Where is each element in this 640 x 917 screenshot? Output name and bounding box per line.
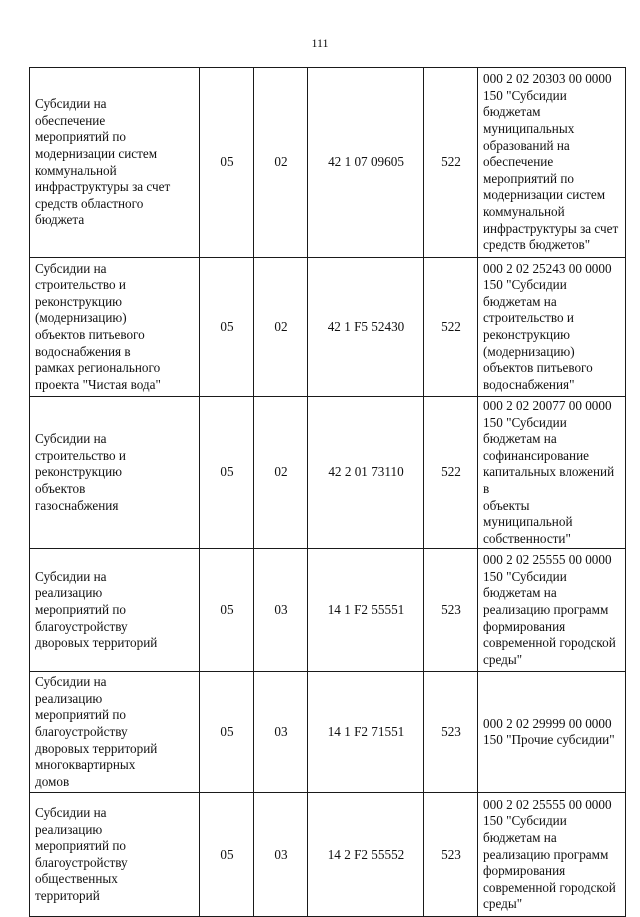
income-code-cell: [478, 549, 626, 672]
subsection-code: 03: [254, 672, 308, 793]
subsidy-name: Субсидии на реализацию мероприятий по благоустройству дворовых территорий многоквартирных домов: [35, 674, 158, 789]
table-row: [30, 793, 626, 917]
table-row: [30, 672, 626, 793]
income-code-description: 000 2 02 20303 00 0000 150 "Субсидии бюджетам муниципальных образований на обеспечение мероприятий по модернизации систем коммунальной инфраструктуры за счет средств бюджетов": [483, 71, 619, 253]
subsidy-name-cell: [30, 549, 200, 672]
subsidy-name-cell: [30, 258, 200, 397]
expense-type-code: 523: [424, 549, 478, 672]
expense-type-code: 523: [424, 793, 478, 917]
income-code-description: 000 2 02 20077 00 0000 150 "Субсидии бюджетам на софинансирование капитальных вложений в объекты муниципальной собственности": [483, 398, 615, 546]
target-article-code: 42 2 01 73110: [308, 397, 424, 549]
subsection-code: 02: [254, 397, 308, 549]
subsection-code: 02: [254, 258, 308, 397]
income-code-cell: [478, 793, 626, 917]
subsidy-name-cell: [30, 397, 200, 549]
target-article-code: 42 1 F5 52430: [308, 258, 424, 397]
table-row: [30, 397, 626, 549]
income-code-cell: [478, 68, 626, 258]
expense-type-code: 523: [424, 672, 478, 793]
section-code: 05: [200, 68, 254, 258]
income-code-cell: [478, 258, 626, 397]
section-code: 05: [200, 258, 254, 397]
subsection-code: 03: [254, 793, 308, 917]
target-article-code: 14 1 F2 71551: [308, 672, 424, 793]
subsidy-name: Субсидии на обеспечение мероприятий по модернизации систем коммунальной инфраструктуры за счет средств областного бюджета: [35, 96, 171, 228]
section-code: 05: [200, 672, 254, 793]
table-row: [30, 68, 626, 258]
subsidy-name: Субсидии на строительство и реконструкцию объектов газоснабжения: [35, 431, 126, 513]
page-number: 111: [311, 36, 329, 50]
subsidy-name: Субсидии на реализацию мероприятий по благоустройству общественных территорий: [35, 805, 128, 904]
income-code-cell: [478, 397, 626, 549]
income-code-cell: [478, 672, 626, 793]
expense-type-code: 522: [424, 397, 478, 549]
subsidy-name-cell: [30, 672, 200, 793]
section-code: 05: [200, 397, 254, 549]
target-article-code: 14 2 F2 55552: [308, 793, 424, 917]
income-code-description: 000 2 02 25555 00 0000 150 "Субсидии бюджетам на реализацию программ формирования современной городской среды": [483, 552, 616, 667]
expense-type-code: 522: [424, 258, 478, 397]
expense-type-code: 522: [424, 68, 478, 258]
subsection-code: 02: [254, 68, 308, 258]
table-row: [30, 549, 626, 672]
income-code-description: 000 2 02 25243 00 0000 150 "Субсидии бюджетам на строительство и реконструкцию (модернизацию) объектов питьевого водоснабжения": [483, 260, 612, 392]
subsidies-table: [29, 67, 626, 917]
income-code-description: 000 2 02 29999 00 0000 150 "Прочие субсидии": [483, 715, 615, 748]
subsidy-name-cell: [30, 793, 200, 917]
table-row: [30, 258, 626, 397]
subsidy-name: Субсидии на реализацию мероприятий по благоустройству дворовых территорий: [35, 568, 158, 651]
subsidy-name: Субсидии на строительство и реконструкцию (модернизацию) объектов питьевого водоснабжения в рамках регионального проекта "Чистая вода": [35, 260, 161, 392]
target-article-code: 42 1 07 09605: [308, 68, 424, 258]
target-article-code: 14 1 F2 55551: [308, 549, 424, 672]
subsection-code: 03: [254, 549, 308, 672]
section-code: 05: [200, 549, 254, 672]
income-code-description: 000 2 02 25555 00 0000 150 "Субсидии бюджетам на реализацию программ формирования современной городской среды": [483, 796, 616, 912]
subsidy-name-cell: [30, 68, 200, 258]
section-code: 05: [200, 793, 254, 917]
